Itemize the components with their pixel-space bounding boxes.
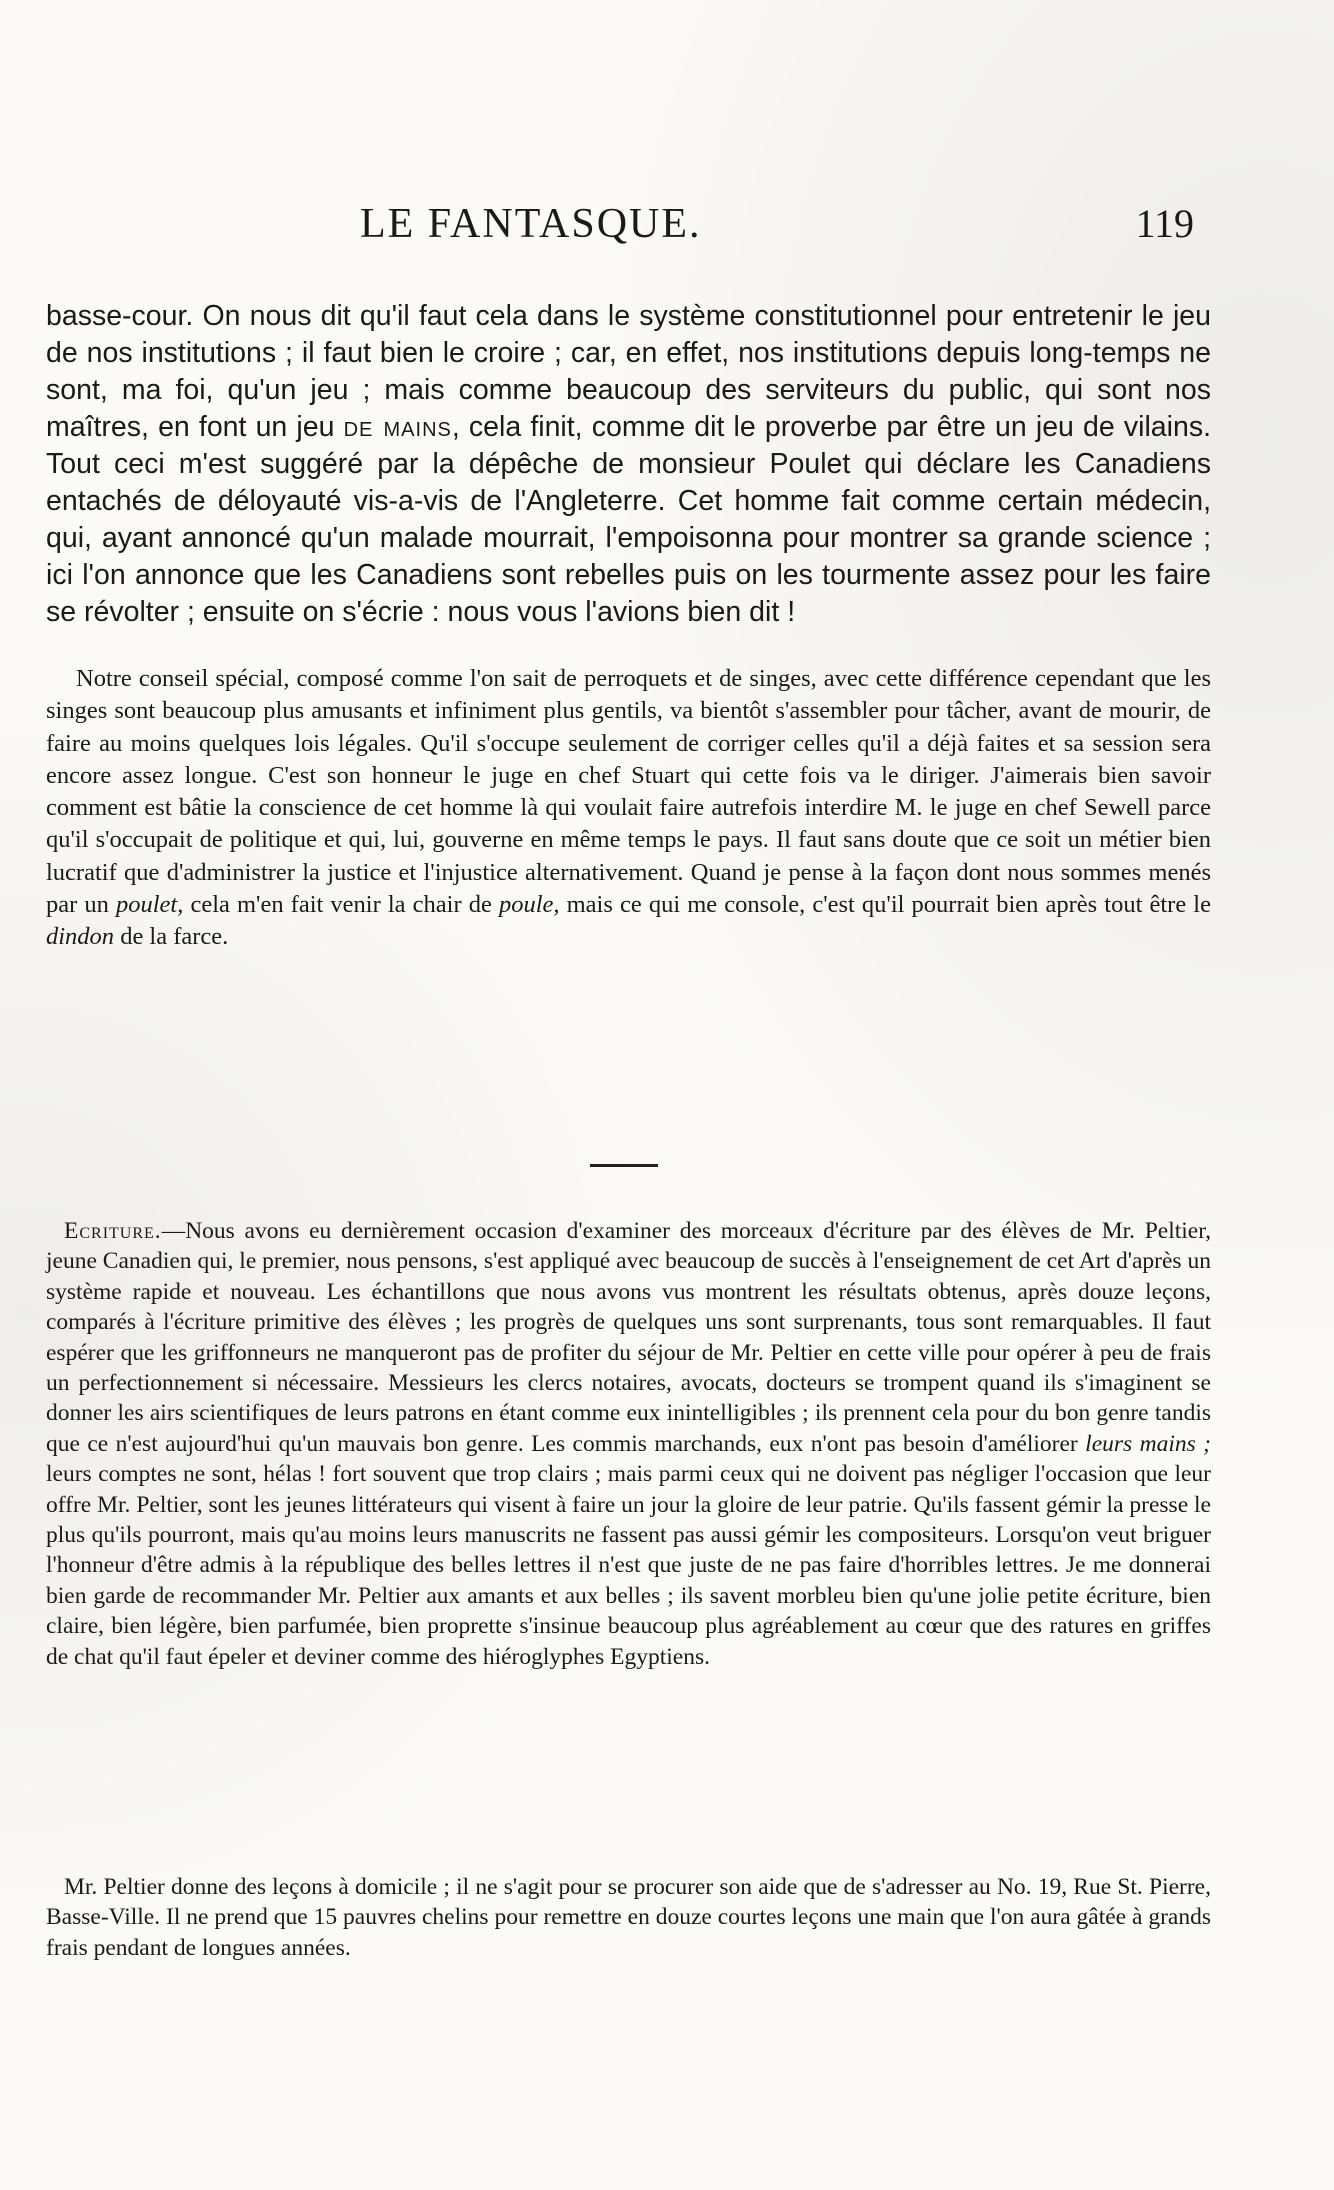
paragraph-conseil-italic-dindon: dindon bbox=[46, 923, 115, 951]
paragraph-constitution-text-1: basse-cour. On nous dit qu'il faut cela dans le système constitutionnel pour entretenir le jeu de nos institutions ; il faut bien le croire ; car, en effet, nos institutions depuis long-temps ne sont, ma foi, qu'un jeu ; mais comme beaucoup des serviteurs du public, qui sont nos maîtres, en font un jeu bbox=[46, 300, 1211, 443]
paragraph-ecriture-italic-mains: leurs mains ; bbox=[1085, 1430, 1211, 1457]
paragraph-ecriture-text-1: —Nous avons eu dernièrement occasion d'examiner des morceaux d'écriture par des élèves de Mr. Peltier, jeune Canadien qui, le premier, nous pensons, s'est appliqué avec beaucoup de succès à l'enseignement de cet Art d'après un système rapide et nouveau. Les échantillons que nous avons vus montrent les résultats obtenus, après douze leçons, comparés à l'écriture primitive des élèves ; les progrès de quelques uns sont surprenants, tous sont remarquables. Il faut espérer que les griffonneurs ne manqueront pas de profiter du séjour de Mr. Peltier en cette ville pour opérer à peu de frais un perfectionnement si nécessaire. Messieurs les clercs notaires, avocats, docteurs se trompent quand ils s'imaginent se donner les airs scientifiques de leurs patrons en étant comme eux inintelligibles ; ils prennent cela pour du bon genre tandis que ce n'est aujourd'hui qu'un mauvais bon genre. Les commis marchands, eux n'ont pas besoin d'améliorer bbox=[46, 1218, 1211, 1457]
paragraph-conseil-text-1: Notre conseil spécial, composé comme l'on sait de perroquets et de singes, avec cette différence cependant que les singes sont beaucoup plus amusants et infiniment plus gentils, va bientôt s'assembler pour tâcher, avant de mourir, de faire au moins quelques lois légales. Qu'il s'occupe seulement de corriger celles qu'il a déjà faites et sa session sera encore assez longue. C'est son honneur le juge en chef Stuart qui cette fois va le diriger. J'aimerais bien savoir comment est bâtie la conscience de cet homme là qui voulait faire autrefois interdire M. le juge en chef Sewell parce qu'il s'occupait de politique et qui, lui, gouverne en même temps le pays. Il faut sans doute que ce soit un métier bien lucratif que d'administrer la justice et l'injustice alternativement. Quand je pense à la façon dont nous sommes menés par un bbox=[46, 665, 1211, 919]
page-number: 119 bbox=[1135, 201, 1194, 246]
paragraph-conseil-text-3: mais ce qui me console, c'est qu'il pourrait bien après tout être le bbox=[559, 891, 1211, 919]
paragraph-ecriture-text-2: leurs comptes ne sont, hélas ! fort souvent que trop clairs ; mais parmi ceux qui ne doivent pas négliger l'occasion que leur offre Mr. Peltier, sont les jeunes littérateurs qui visent à faire un jour la gloire de leur patrie. Qu'ils fassent gémir la presse le plus qu'ils pourront, mais qu'au moins leurs manuscrits ne fassent pas aussi gémir les compositeurs. Lorsqu'on veut briguer l'honneur d'être admis à la république des belles lettres il n'est que juste de ne pas faire d'horribles lettres. Je me donnerai bien garde de recommander Mr. Peltier aux amants et aux belles ; ils savent morbleu bien qu'une jolie petite écriture, bien claire, bien légère, bien parfumée, bien proprette s'insinue beaucoup plus agréablement au cœur que des ratures en griffes de chat qu'il faut épeler et deviner comme des hiéroglyphes Egyptiens. bbox=[46, 1461, 1211, 1670]
section-divider bbox=[590, 1164, 658, 1167]
paragraph-constitution bbox=[46, 298, 1211, 631]
paragraph-peltier-lessons: Mr. Peltier donne des leçons à domicile ; il ne s'agit pour se procurer son aide que de s'adresser au No. 19, Rue St. Pierre, Basse-Ville. Il ne prend que 15 pauvres chelins pour remettre en douze courtes leçons une main que l'on aura gâtée à grands frais pendant de longues années. bbox=[46, 1874, 1211, 1961]
paragraph-conseil-italic-poule: poule, bbox=[498, 891, 560, 919]
paragraph-conseil-text-4: de la farce. bbox=[114, 923, 229, 951]
running-title: LE FANTASQUE. bbox=[360, 201, 702, 247]
paragraph-constitution-text-2: , cela finit, comme dit le proverbe par être un jeu de vilains. Tout ceci m'est suggéré par la dépêche de monsieur Poulet qui déclare les Canadiens entachés de déloyauté vis-a-vis de l'Angleterre. Cet homme fait comme certain médecin, qui, ayant annoncé qu'un malade mourrait, l'empoisonna pour montrer sa grande science ; ici l'on annonce que les Canadiens sont rebelles puis on les tourmente assez pour les faire se révolter ; ensuite on s'écrie : nous vous l'avions bien dit ! bbox=[46, 411, 1211, 628]
paragraph-conseil-special bbox=[46, 663, 1211, 954]
paragraph-constitution-smallcaps: de mains bbox=[343, 411, 452, 443]
page-header bbox=[150, 200, 1194, 260]
section-heading-ecriture: Ecriture. bbox=[64, 1218, 162, 1244]
paragraph-conseil-italic-poulet: poulet, bbox=[115, 891, 184, 919]
paragraph-ecriture bbox=[46, 1216, 1211, 1672]
paragraph-conseil-text-2: cela m'en fait venir la chair de bbox=[183, 891, 499, 919]
